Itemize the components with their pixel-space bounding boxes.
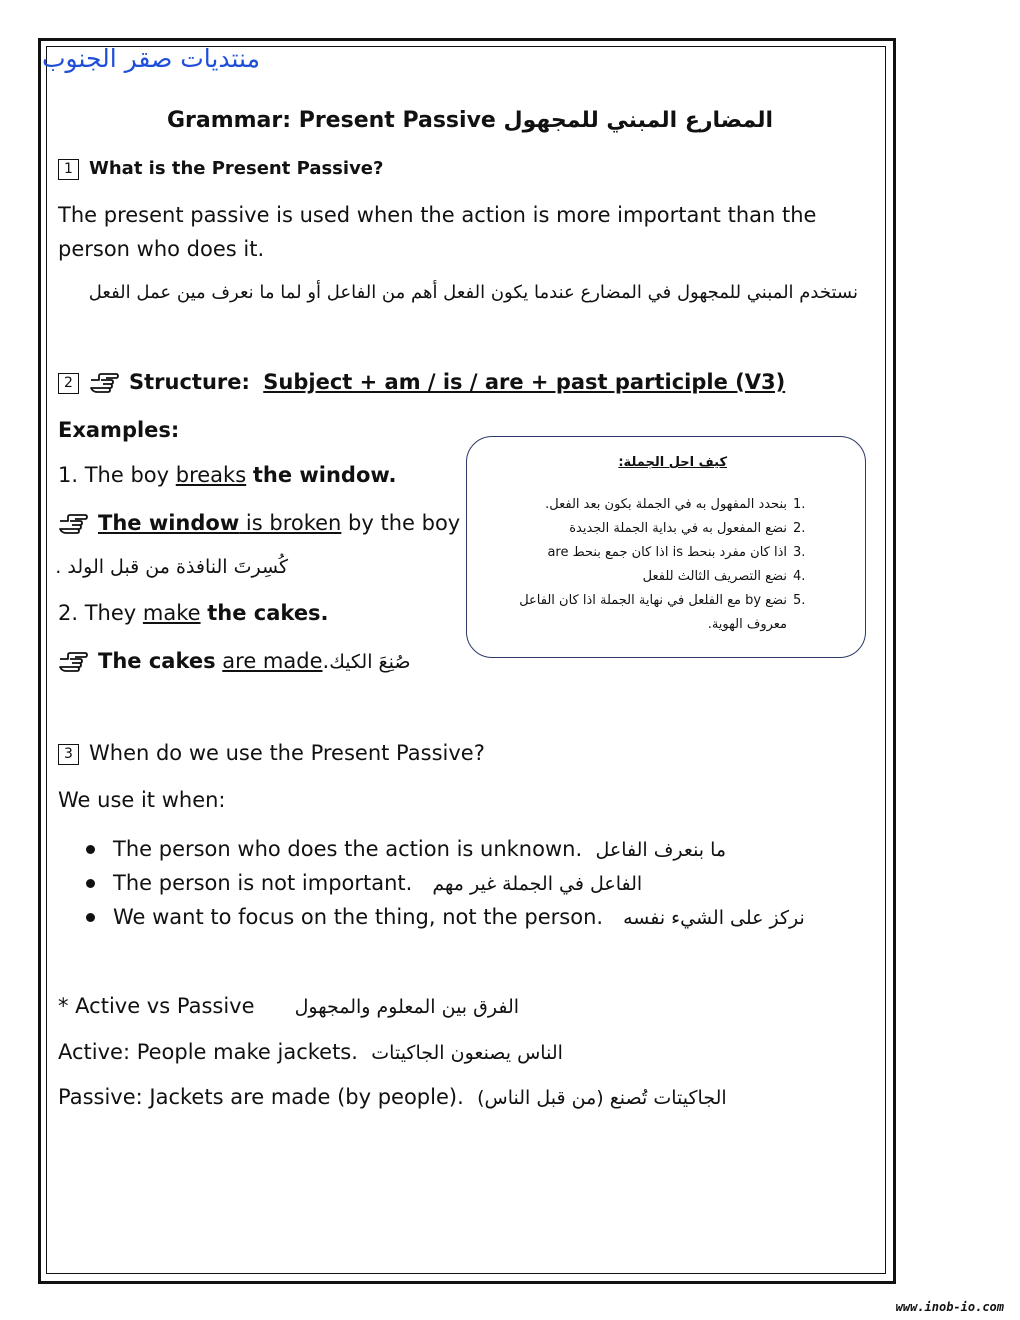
page-title [150, 108, 790, 133]
callout-item-number: 1. [793, 497, 806, 512]
section3-intro: We use it when: [58, 788, 226, 812]
bullet-ar: نركز على الشيء نفسه [623, 907, 805, 929]
example-1 [58, 463, 396, 487]
example-2-passive-ar: صُنِعَ الكيك [329, 651, 411, 673]
callout-item-text: نضع المفعول به في بداية الجملة الجديدة [569, 521, 787, 536]
example-2-object: the cakes. [207, 601, 329, 625]
callout-item [485, 589, 817, 637]
section2-structure [58, 370, 785, 398]
example-2-passive-rest: . [322, 649, 330, 673]
example-1-ar: كُسِرتَ النافذة من قبل الولد . [55, 556, 288, 578]
callout-item [485, 517, 817, 541]
callout-item-text: بنحدد المفهول به في الجملة بكون بعد الفعل. [545, 497, 787, 512]
compare-passive-ar: الجاكيتات تُصنع (من قبل الناس) [477, 1087, 727, 1109]
pointing-hand-icon [89, 371, 119, 398]
bullet-en: The person is not important. [113, 871, 413, 895]
callout-item [485, 493, 817, 517]
callout-item-text: نضع by مع الفلعل في نهاية الجملة اذا كان الفاعل معروف الهوية. [519, 593, 787, 632]
example-2-passive [58, 649, 411, 677]
footer-url: www.inob-io.com [895, 1300, 1004, 1314]
callout-item-number: 2. [793, 521, 806, 536]
pointing-hand-icon [58, 512, 88, 539]
callout-list [485, 493, 817, 637]
structure-formula: Subject + am / is / are + past participle (V3) [263, 370, 786, 394]
watermark: منتديات صقر الجنوب [42, 44, 260, 73]
callout-item [485, 565, 817, 589]
compare-heading-ar: الفرق بين المعلوم والمجهول [294, 996, 520, 1018]
bullet-ar: ما بنعرف الفاعل [595, 839, 727, 861]
bullet-icon [86, 913, 95, 922]
section3-heading [58, 741, 485, 765]
callout-item-number: 4. [793, 569, 806, 584]
section-number-1: 1 [58, 159, 79, 180]
example-2-prefix: 2. They [58, 601, 137, 625]
example-1-passive-verb: is broken [239, 511, 342, 535]
example-2 [58, 601, 329, 625]
section-number-2: 2 [58, 373, 79, 394]
section-number-3: 3 [58, 744, 79, 765]
compare-heading [58, 994, 519, 1018]
how-to-solve-callout [466, 436, 866, 658]
callout-item-text: اذا كان مفرد بنحط is اذا كان جمع بنحط are [547, 545, 787, 560]
callout-item-number: 5. [793, 593, 806, 608]
list-item [86, 866, 866, 900]
examples-heading: Examples: [58, 418, 180, 442]
section1-title: What is the Present Passive? [89, 158, 384, 179]
list-item [86, 832, 866, 866]
example-1-verb: breaks [175, 463, 247, 487]
compare-active-en: Active: People make jackets. [58, 1040, 358, 1064]
section1-heading [58, 158, 383, 180]
title-en: Grammar: Present Passive [166, 108, 496, 133]
callout-title: كيف احل الجملة: [618, 455, 727, 470]
section1-definition: The present passive is used when the action is more important than the person who does it. [58, 203, 817, 261]
example-2-passive-verb: are made [222, 649, 323, 673]
bullet-ar: الفاعل في الجملة غير مهم [432, 873, 643, 895]
pointing-hand-icon [58, 650, 88, 677]
callout-item-text: نضع التصريف الثالث للفعل [642, 569, 787, 584]
callout-item [485, 541, 817, 565]
compare-active-ar: الناس يصنعون الجاكيتات [371, 1042, 563, 1064]
example-2-verb: make [142, 601, 201, 625]
example-1-passive-subject: The window [98, 511, 240, 535]
compare-heading-en: * Active vs Passive [58, 994, 255, 1018]
bullet-icon [86, 845, 95, 854]
section3-title: When do we use the Present Passive? [89, 741, 485, 765]
example-2-passive-subject: The cakes [98, 649, 216, 673]
bullet-icon [86, 879, 95, 888]
bullet-en: We want to focus on the thing, not the person. [113, 905, 604, 929]
example-1-object: the window. [252, 463, 397, 487]
structure-label: Structure: [129, 370, 250, 394]
example-1-passive-rest: by the boy [341, 511, 461, 535]
example-1-prefix: 1. The boy [58, 463, 170, 487]
compare-passive-en: Passive: Jackets are made (by people). [58, 1085, 464, 1109]
section1-definition-ar: نستخدم المبني للمجهول في المضارع عندما يكون الفعل أهم من الفاعل أو لما ما نعرف مين عمل الفعل [88, 282, 858, 303]
callout-item-number: 3. [793, 545, 806, 560]
list-item [86, 900, 866, 934]
compare-active [58, 1040, 563, 1064]
compare-passive [58, 1085, 727, 1109]
title-ar: المضارع المبني للمجهول [503, 108, 774, 133]
example-1-passive [58, 511, 460, 539]
bullet-en: The person who does the action is unknown. [113, 837, 583, 861]
usage-bullets [86, 832, 866, 934]
